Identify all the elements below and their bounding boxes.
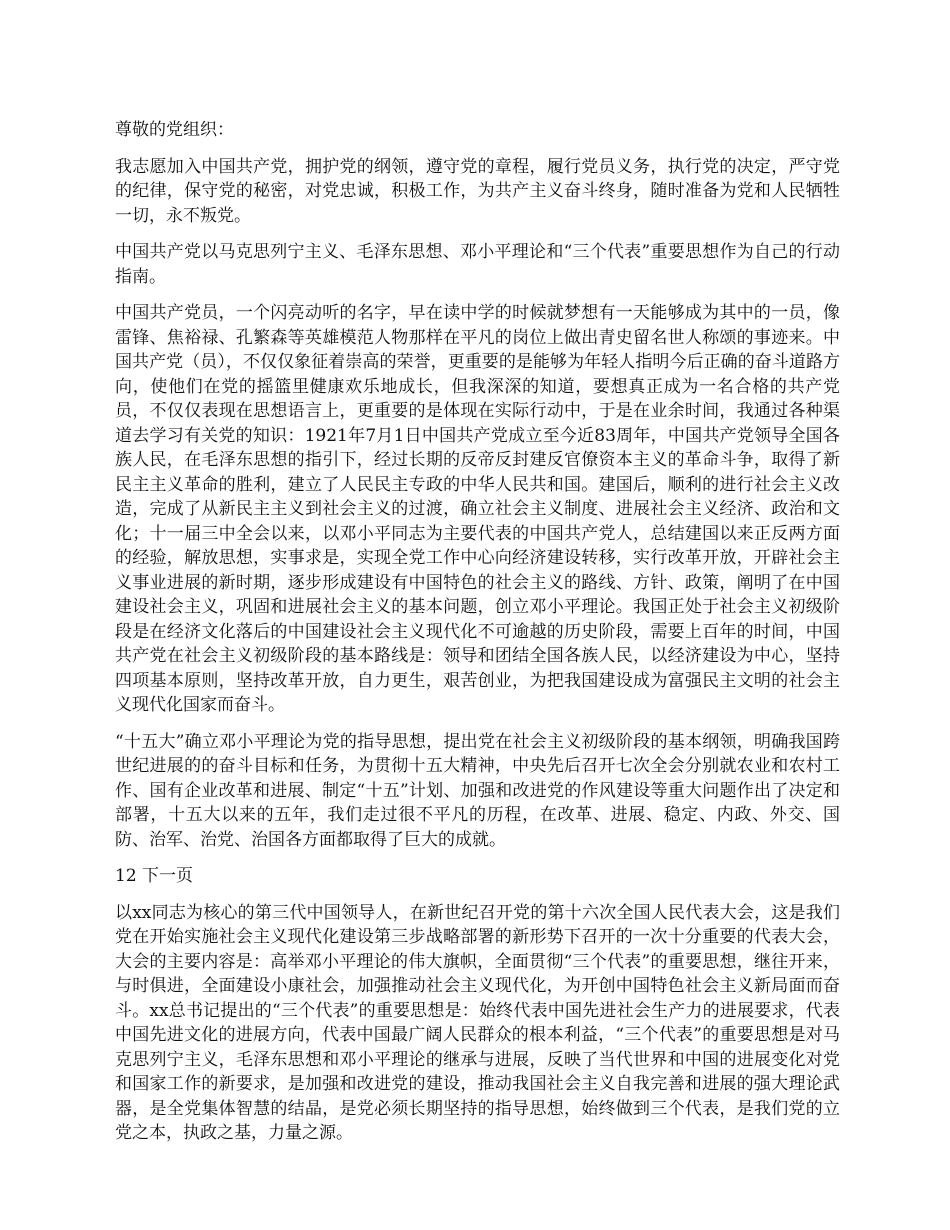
paragraph-party-history: 中国共产党员，一个闪亮动听的名字，早在读中学的时候就梦想有一天能够成为其中的一员，像雷锋、焦裕禄、孔繁森等英雄模范人物那样在平凡的岗位上做出青史留名世人称颂的事迹来。中国共产党（员），不仅仅象征着崇高的荣誉，更重要的是能够为年轻人指明今后正确的奋斗道路方向，使他们在党的摇篮里健康欢乐地成长，但我深深的知道，要想真正成为一名合格的共产党员，不仅仅表现在思想语言上，更重要的是体现在实际行动中，于是在业余时间，我通过各种渠道去学习有关党的知识：1921年7月1日中国共产党成立至今近83周年，中国共产党领导全国各族人民，在毛泽东思想的指引下，经过长期的反帝反封建反官僚资本主义的革命斗争，取得了新民主主义革命的胜利，建立了人民民主专政的中华人民共和国。建国后，顺利的进行社会主义改造，完成了从新民主主义到社会主义的过渡，确立社会主义制度、进展社会主义经济、政治和文化；十一届三中全会以来，以邓小平同志为主要代表的中国共产党人，总结建国以来正反两方面的经验，解放思想，实事求是，实现全党工作中心向经济建设转移，实行改革开放，开辟社会主义事业进展的新时期，逐步形成建设有中国特色的社会主义的路线、方针、政策，阐明了在中国建设社会主义，巩固和进展社会主义的基本问题，创立邓小平理论。我国正处于社会主义初级阶段是在经济文化落后的中国建设社会主义现代化不可逾越的历史阶段，需要上百年的时间，中国共产党在社会主义初级阶段的基本路线是：领导和团结全国各族人民，以经济建设为中心，坚持四项基本原则，坚持改革开放，自力更生，艰苦创业，为把我国建设成为富强民主文明的社会主义现代化国家而奋斗。 xyxy=(115,303,840,715)
paragraph-sixteenth-congress: 以xx同志为核心的第三代中国领导人，在新世纪召开党的第十六次全国人民代表大会，这是我们党在开始实施社会主义现代化建设第三步战略部署的新形势下召开的一次十分重要的代表大会，大会的主要内容是：高举邓小平理论的伟大旗帜，全面贯彻“三个代表”的重要思想，继往开来，与时俱进，全面建设小康社会，加强推动社会主义现代化，为开创中国特色社会主义新局面而奋斗。xx总书记提出的“三个代表”的重要思想是：始终代表中国先进社会生产力的进展要求，代表中国先进文化的进展方向，代表中国最广阔人民群众的根本利益，“三个代表”的重要思想是对马克思列宁主义，毛泽东思想和邓小平理论的继承与进展，反映了当代世界和中国的进展变化对党和国家工作的新要求，是加强和改进党的建设，推动我国社会主义自我完善和进展的强大理论武器，是全党集体智慧的结晶，是党必须长期坚持的指导思想，始终做到三个代表，是我们党的立党之本，执政之基，力量之源。 xyxy=(115,902,840,1143)
pagination-next-page-link[interactable]: 12 下一页 xyxy=(115,866,194,886)
paragraph-fifteenth-congress: “十五大”确立邓小平理论为党的指导思想，提出党在社会主义初级阶段的基本纲领，明确我国跨世纪进展的的奋斗目标和任务，为贯彻十五大精神，中央先后召开七次全会分别就农业和农村工作、国有企业改革和进展、制定“十五”计划、加强和改进党的作风建设等重大问题作出了决定和部署，十五大以来的五年，我们走过很不平凡的历程，在改革、进展、稳定、内政、外交、国防、治军、治党、治国各方面都取得了巨大的成就。 xyxy=(115,731,840,850)
paragraph-guiding-ideology: 中国共产党以马克思列宁主义、毛泽东思想、邓小平理论和“三个代表”重要思想作为自己的行动指南。 xyxy=(115,242,840,287)
paragraph-pledge: 我志愿加入中国共产党，拥护党的纲领，遵守党的章程，履行党员义务，执行党的决定，严守党的纪律，保守党的秘密，对党忠诚，积极工作，为共产主义奋斗终身，随时准备为党和人民牺牲一切，永不叛党。 xyxy=(115,156,840,226)
document-body xyxy=(115,118,840,1158)
salutation: 尊敬的党组织： xyxy=(115,120,234,140)
